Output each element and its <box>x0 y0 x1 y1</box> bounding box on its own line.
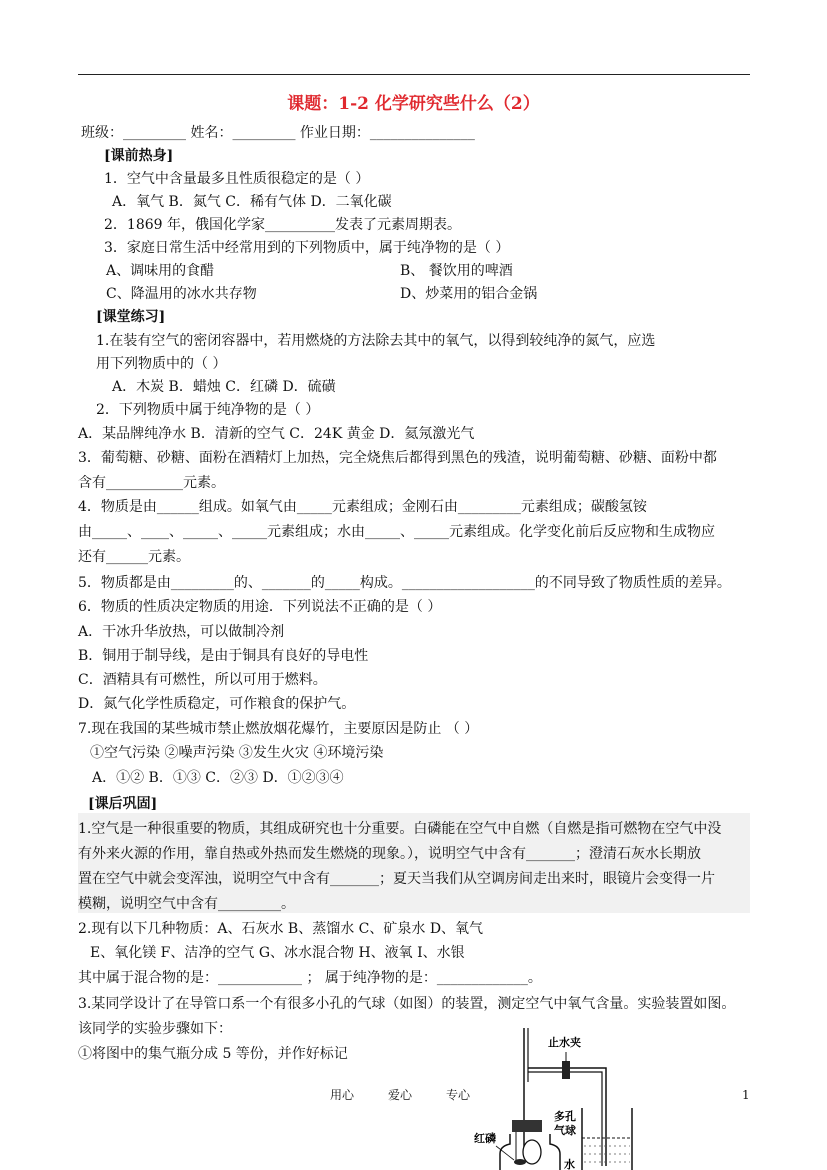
text-line: 1.在装有空气的密闭容器中，若用燃烧的方法除去其中的氧气，以得到较纯净的氮气，应选 <box>96 333 656 349</box>
section-heading: [课堂练习] <box>96 309 166 325</box>
text-line: 有外来火源的作用，靠自热或外热而发生燃烧的现象。），说明空气中含有_______；澄清石灰水长期放 <box>78 846 701 862</box>
clip-label: 止水夹 <box>548 1036 581 1049</box>
text-line: 置在空气中就会变浑浊，说明空气中含有_______；夏天当我们从空调房间走出来时，眼镜片会变得一片 <box>78 871 715 887</box>
text-line: 5．物质都是由_________的、_______的_____构成。___________________的不同导致了物质性质的差异。 <box>78 575 731 591</box>
text-line: 3.某同学设计了在导管口系一个有很多小孔的气球（如图）的装置，测定空气中氧气含量。实验装置如图。 <box>78 996 736 1012</box>
text-line: 1.空气是一种很重要的物质，其组成研究也十分重要。白磷能在空气中自燃（自燃是指可燃物在空气中没 <box>78 821 722 837</box>
text-line: 3．葡萄糖、砂糖、面粉在酒精灯上加热，完全烧焦后都得到黑色的残渣，说明葡萄糖、砂糖、面粉中都 <box>78 450 717 466</box>
header-rule <box>78 74 750 75</box>
water-label: 水 <box>564 1158 575 1170</box>
stopper <box>512 1120 542 1132</box>
phosphorus-icon <box>514 1159 526 1165</box>
text-line: ①空气污染 ②噪声污染 ③发生火灾 ④环境污染 <box>90 745 384 761</box>
balloon-label-1: 多孔 <box>554 1110 576 1123</box>
text-line: 由_____、____、_____、_____元素组成；水由_____、_____元素组成。化学变化前后反应物和生成物应 <box>78 524 715 540</box>
text-line: E、氧化镁 F、洁净的空气 G、冰水混合物 H、液氧 I、水银 <box>90 945 465 961</box>
text-line: A．木炭 B．蜡烛 C．红磷 D．硫磺 <box>112 379 336 395</box>
text-line: 7.现在我国的某些城市禁止燃放烟花爆竹，主要原因是防止 （ ） <box>78 721 479 737</box>
text-line: A．干冰升华放热，可以做制冷剂 <box>78 624 285 640</box>
text-line: 含有___________元素。 <box>78 475 225 491</box>
text-line: 6．物质的性质决定物质的用途．下列说法不正确的是（ ） <box>78 599 442 615</box>
phosphorus-label: 红磷 <box>474 1132 496 1145</box>
text-line: C．酒精具有可燃性，所以可用于燃料。 <box>78 672 327 688</box>
text-line: 4．物质是由______组成。如氧气由_____元素组成；金刚石由_________元素组成；碳酸氢铵 <box>78 499 647 515</box>
text-line: 用下列物质中的（ ） <box>96 356 227 372</box>
text-line: 2.现有以下几种物质：A、石灰水 B、蒸馏水 C、矿泉水 D、氧气 <box>78 921 484 937</box>
balloon-label-2: 气球 <box>554 1124 576 1137</box>
footer-motto-1: 用心 <box>330 1088 355 1102</box>
text-line: 模糊，说明空气中含有_________。 <box>78 896 295 912</box>
text-line: A．某品牌纯净水 B．清新的空气 C．24K 黄金 D．氦氖激光气 <box>78 426 475 442</box>
text-line: B．铜用于制导线，是由于铜具有良好的导电性 <box>78 648 369 664</box>
text-line: 1．空气中含量最多且性质很稳定的是（ ） <box>104 171 370 187</box>
text-line: B、 餐饮用的啤酒 <box>400 263 513 279</box>
text-line: C、降温用的冰水共存物 <box>106 286 257 302</box>
beaker <box>582 1108 632 1170</box>
text-line: A、调味用的食醋 <box>106 263 215 279</box>
text-line: 该同学的实验步骤如下： <box>78 1021 232 1037</box>
text-line: A．①② B．①③ C．②③ D．①②③④ <box>92 770 344 786</box>
section-heading: [课前热身] <box>104 148 174 164</box>
apparatus-figure <box>470 1028 640 1170</box>
text-line: 还有______元素。 <box>78 549 190 565</box>
page-title: 课题：1-2 化学研究些什么（2） <box>287 94 540 114</box>
section-heading: [课后巩固] <box>88 796 158 812</box>
text-line: D、炒菜用的铝合金锅 <box>400 286 538 302</box>
text-line: D．氮气化学性质稳定，可作粮食的保护气。 <box>78 696 356 712</box>
text-line: ①将图中的集气瓶分成 5 等份，并作好标记 <box>78 1046 348 1062</box>
text-line: 3．家庭日常生活中经常用到的下列物质中，属于纯净物的是（ ） <box>104 240 510 256</box>
clip-icon <box>562 1061 570 1079</box>
footer-motto-3: 专心 <box>446 1088 471 1102</box>
text-line: A．氧气 B．氮气 C．稀有气体 D．二氧化碳 <box>112 194 392 210</box>
text-line: 其中属于混合物的是：____________ ； 属于纯净物的是：_____________。 <box>78 970 542 986</box>
balloon-icon <box>523 1140 541 1164</box>
footer-motto-2: 爱心 <box>388 1088 413 1102</box>
text-line: 班级：_________ 姓名：_________ 作业日期：_______________ <box>81 125 475 141</box>
text-line: 2．下列物质中属于纯净物的是（ ） <box>96 402 320 418</box>
page-number: 1 <box>742 1088 750 1102</box>
text-line: 2．1869 年，俄国化学家__________发表了元素周期表。 <box>104 217 461 233</box>
